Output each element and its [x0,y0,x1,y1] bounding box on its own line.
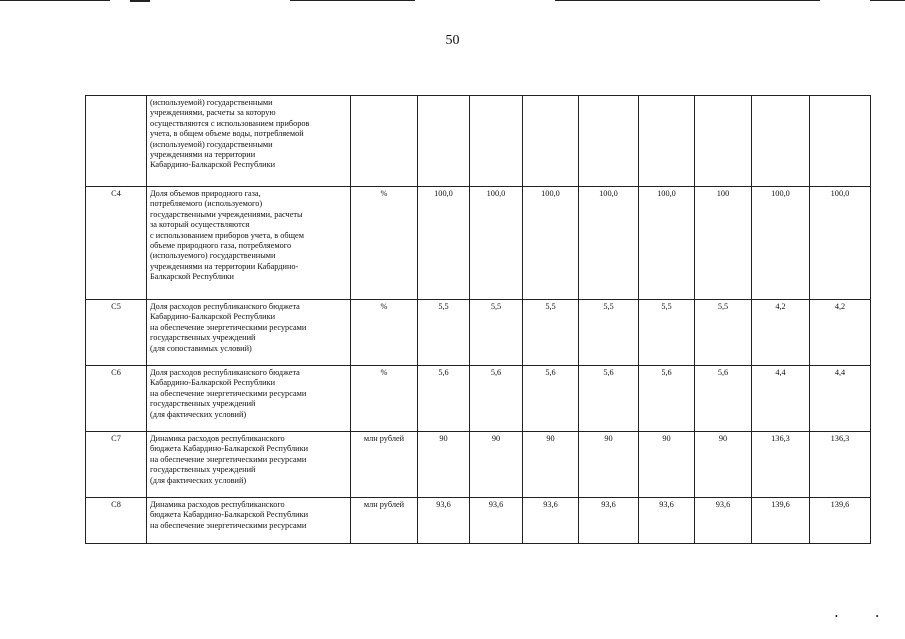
indicators-table [85,95,871,544]
row-value: 100 [695,187,752,300]
row-value: 5,6 [523,366,579,432]
row-value: 100,0 [810,187,871,300]
row-value: 5,6 [579,366,639,432]
row-code [86,96,147,187]
row-value: 93,6 [470,498,523,544]
row-value: 5,5 [470,300,523,366]
scan-line [290,0,415,1]
row-value: 5,5 [695,300,752,366]
scan-line [555,0,820,1]
row-description: Динамика расходов республиканского бюджета Кабардино-Балкарской Республики на обеспечение энергетическими ресурсами государственных учреждений (для фактических условий) [147,432,351,498]
scan-line [870,0,905,1]
row-value: 90 [470,432,523,498]
row-unit: % [351,187,418,300]
scan-line [130,0,150,2]
row-value: 4,2 [810,300,871,366]
row-value: 5,6 [418,366,470,432]
row-value: 90 [579,432,639,498]
row-value: 93,6 [418,498,470,544]
row-value: 5,5 [579,300,639,366]
row-unit: млн рублей [351,432,418,498]
row-value: 90 [418,432,470,498]
row-value [695,96,752,187]
row-code: С6 [86,366,147,432]
page-number: 50 [445,33,460,48]
row-code: С7 [86,432,147,498]
scan-line [0,0,110,1]
corner-marks: • • [835,612,897,621]
row-value [639,96,695,187]
row-value: 5,5 [418,300,470,366]
row-value: 136,3 [752,432,810,498]
row-value: 100,0 [418,187,470,300]
row-description: (используемой) государственными учреждениями, расчеты за которую осуществляются с использованием приборов учета, в общем объеме воды, потребляемой (используемой) государственными учреждениями на территории Кабардино-Балкарской Республики [147,96,351,187]
row-value: 4,4 [810,366,871,432]
row-value: 4,2 [752,300,810,366]
row-value: 90 [639,432,695,498]
row-value: 100,0 [523,187,579,300]
row-value: 93,6 [579,498,639,544]
row-value: 100,0 [752,187,810,300]
table-row [86,96,871,187]
row-value: 5,6 [470,366,523,432]
row-value [470,96,523,187]
table-row [86,432,871,498]
row-code: С8 [86,498,147,544]
row-value: 139,6 [752,498,810,544]
row-value: 93,6 [695,498,752,544]
row-unit: % [351,300,418,366]
row-description: Динамика расходов республиканского бюджета Кабардино-Балкарской Республики на обеспечение энергетическими ресурсами [147,498,351,544]
row-value: 5,6 [695,366,752,432]
row-value: 93,6 [523,498,579,544]
row-value [523,96,579,187]
table-row [86,187,871,300]
row-value: 5,5 [523,300,579,366]
row-description: Доля расходов республиканского бюджета Кабардино-Балкарской Республики на обеспечение энергетическими ресурсами государственных учреждений (для фактических условий) [147,366,351,432]
row-value [579,96,639,187]
row-description: Доля расходов республиканского бюджета Кабардино-Балкарской Республики на обеспечение энергетическими ресурсами государственных учреждений (для сопоставимых условий) [147,300,351,366]
row-code: С4 [86,187,147,300]
row-value: 93,6 [639,498,695,544]
row-description: Доля объемов природного газа, потребляемого (используемого) государственными учреждениями, расчеты за который осуществляются с использованием приборов учета, в общем объеме природного газа, потребляемого (используемого) государственными учреждениями на территории Кабардино- Балкарской Республики [147,187,351,300]
row-unit [351,96,418,187]
row-value: 100,0 [639,187,695,300]
row-value: 139,6 [810,498,871,544]
row-value: 5,6 [639,366,695,432]
row-value: 136,3 [810,432,871,498]
row-value [418,96,470,187]
row-unit: % [351,366,418,432]
table-row [86,366,871,432]
row-unit: млн рублей [351,498,418,544]
row-value: 100,0 [579,187,639,300]
row-value [752,96,810,187]
row-value: 4,4 [752,366,810,432]
row-value: 5,5 [639,300,695,366]
row-value: 90 [523,432,579,498]
row-value [810,96,871,187]
table-row [86,498,871,544]
row-value: 100,0 [470,187,523,300]
row-value: 90 [695,432,752,498]
row-code: С5 [86,300,147,366]
table-row [86,300,871,366]
